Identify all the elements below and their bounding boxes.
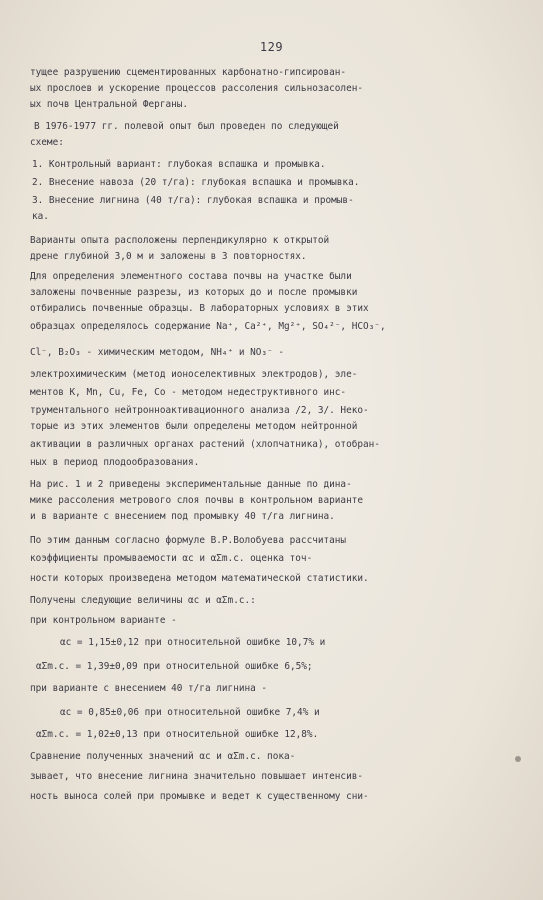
text-line: трументального нейтронноактивационного анализа /2, 3/. Неко- — [30, 405, 369, 416]
text-line: коэффициенты промываемости αс и αΣm.c. оценка точ- — [30, 553, 313, 564]
text-line: и в варианте с внесением под промывку 40 т/га лигнина. — [30, 511, 335, 522]
text-line: Сравнение полученных значений αс и αΣm.c. пока- — [30, 751, 296, 762]
text-line: электрохимическим (метод ионоселективных электродов), эле- — [30, 369, 358, 380]
text-line: при варианте с внесением 40 т/га лигнина - — [30, 683, 268, 694]
text-line: заложены почвенные разрезы, из которых до и после промывки — [30, 287, 358, 298]
text-line: ментов K, Mn, Cu, Fe, Co - методом недеструктивного инс- — [30, 387, 347, 398]
equation-line: αΣm.c. = 1,02±0,13 при относительной ошибке 12,8%. — [36, 729, 319, 740]
text-line: Получены следующие величины αс и αΣm.c.: — [30, 595, 256, 606]
text-line: ности которых произведена методом математической статистики. — [30, 573, 369, 584]
text-line: активации в различных органах растений (хлопчатника), отобран- — [30, 439, 380, 450]
text-line: схеме: — [30, 137, 64, 148]
text-line: Cl⁻, B₂O₃ - химическим методом, NH₄⁺ и NO₃⁻ - — [30, 347, 284, 358]
text-line: ных в период плодообразования. — [30, 457, 200, 468]
list-item: 3. Внесение лигнина (40 т/га): глубокая вспашка и промыв- — [32, 195, 354, 206]
text-line: при контрольном варианте - — [30, 615, 177, 626]
list-item: 2. Внесение навоза (20 т/га): глубокая вспашка и промывка. — [32, 177, 360, 188]
page-number: 129 — [259, 40, 284, 54]
equation-line: αс = 1,15±0,12 при относительной ошибке 10,7% и — [60, 637, 326, 648]
text-line: дрене глубиной 3,0 м и заложены в 3 повторностях. — [30, 251, 307, 262]
text-line: торые из этих элементов были определены методом нейтронной — [30, 421, 358, 432]
text-line: В 1976-1977 гг. полевой опыт был проведен по следующей — [34, 121, 339, 132]
text-line: образцах определялось содержание Na⁺, Ca²⁺, Mg²⁺, SO₄²⁻, HCO₃⁻, — [30, 321, 386, 332]
equation-line: αс = 0,85±0,06 при относительной ошибке 7,4% и — [60, 707, 320, 718]
text-line: Варианты опыта расположены перпендикулярно к открытой — [30, 235, 330, 246]
margin-mark — [515, 756, 521, 762]
text-line: ых почв Центральной Ферганы. — [30, 99, 189, 110]
text-line: зывает, что внесение лигнина значительно повышает интенсив- — [30, 771, 364, 782]
text-line: Для определения элементного состава почвы на участке были — [30, 271, 352, 282]
text-line: мике рассоления метрового слоя почвы в контрольном варианте — [30, 495, 364, 506]
text-line: На рис. 1 и 2 приведены экспериментальные данные по дина- — [30, 479, 352, 490]
text-line: отбирались почвенные образцы. В лабораторных условиях в этих — [30, 303, 369, 314]
list-item: 1. Контрольный вариант: глубокая вспашка и промывка. — [32, 159, 326, 170]
text-line: тущее разрушению сцементированных карбонатно-гипсирован- — [30, 67, 347, 78]
text-line: ность выноса солей при промывке и ведет к существенному сни- — [30, 791, 369, 802]
equation-line: αΣm.c. = 1,39±0,09 при относительной ошибке 6,5%; — [36, 661, 313, 672]
text-line: ка. — [32, 211, 49, 222]
text-line: По этим данным согласно формуле В.Р.Волобуева рассчитаны — [30, 535, 347, 546]
text-line: ых прослоев и ускорение процессов рассоления сильнозасолен- — [30, 83, 364, 94]
